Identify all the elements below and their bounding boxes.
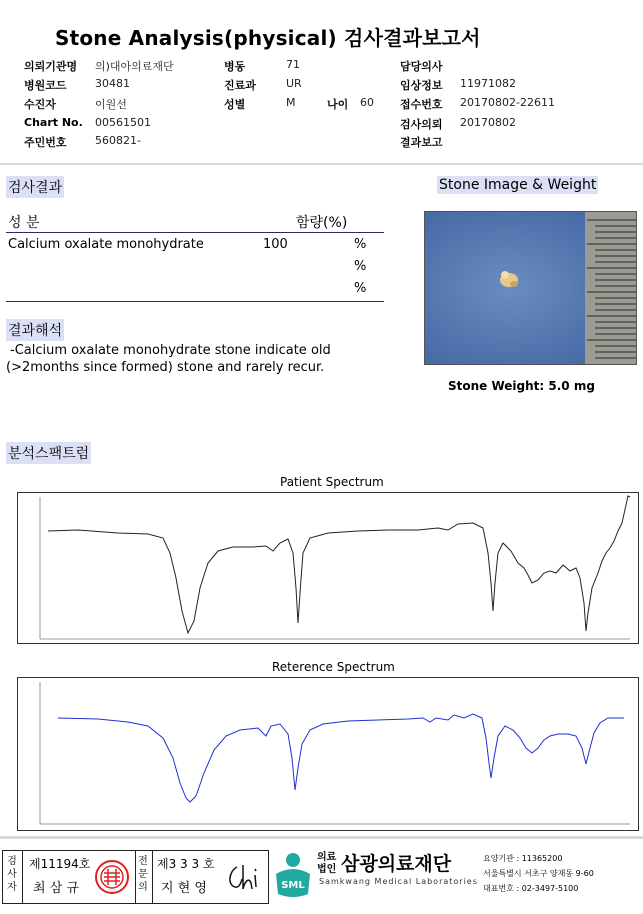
org-address: 서울특별시 서초구 양재동 9-60 <box>483 869 594 878</box>
footer-divider <box>0 836 643 839</box>
chart-label: Chart No. <box>24 116 83 129</box>
clinical-value: 11971082 <box>460 77 516 90</box>
receipt-label: 접수번호 <box>400 98 443 111</box>
results-bottom-rule <box>6 301 384 302</box>
sml-logo-text: SML <box>281 880 305 891</box>
hospital-value: 의)대아의료재단 <box>95 60 174 73</box>
unit-cell: % <box>354 259 367 274</box>
patient-spectrum-title: Patient Spectrum <box>280 475 384 489</box>
sex-value: M <box>286 96 296 109</box>
clinical-label: 임상정보 <box>400 79 443 92</box>
reference-spectrum-line <box>58 714 624 802</box>
code-value: 30481 <box>95 77 130 90</box>
age-label: 나이 <box>327 98 349 111</box>
results-header-rule <box>6 232 384 233</box>
tester-number: 제11194호 <box>29 857 91 871</box>
specialist-number: 제3 3 3 호 <box>157 857 215 871</box>
component-cell: Calcium oxalate monohydrate <box>8 237 204 252</box>
reference-spectrum-chart <box>17 677 639 831</box>
ward-value: 71 <box>286 58 300 71</box>
results-heading: 검사결과 <box>6 176 64 198</box>
chart-value: 00561501 <box>95 116 151 129</box>
spectrum-heading: 분석스팩트럼 <box>6 442 91 464</box>
org-phone: 대표번호 : 02-3497-5100 <box>483 884 579 893</box>
org-name: 삼광의료재단 <box>341 853 452 875</box>
unit-cell: % <box>354 281 367 296</box>
org-english: Samkwang Medical Laboratories <box>319 877 478 886</box>
hospital-label: 의뢰기관명 <box>24 60 78 73</box>
interpretation-heading: 결과해석 <box>6 319 64 341</box>
tester-name: 최 삼 규 <box>33 881 79 896</box>
tester-label: 검사자 <box>7 856 17 893</box>
specialist-name: 지 현 영 <box>161 881 207 896</box>
org-code: 요양기관 : 11365200 <box>483 854 563 863</box>
code-label: 병원코드 <box>24 79 67 92</box>
request-label: 검사의뢰 <box>400 118 443 131</box>
dept-label: 진료과 <box>224 79 256 92</box>
sex-label: 성별 <box>224 98 246 111</box>
patient-value: 이원선 <box>95 98 127 111</box>
stone-photo <box>424 211 637 365</box>
request-value: 20170802 <box>460 116 516 129</box>
patient-spectrum-chart <box>17 492 639 644</box>
component-column-header: 성 분 <box>8 215 40 231</box>
sml-logo <box>272 850 314 904</box>
dept-value: UR <box>286 77 302 90</box>
header-divider <box>0 163 643 165</box>
age-value: 60 <box>360 96 374 109</box>
specialist-signature <box>225 861 263 899</box>
amount-cell: 100 <box>263 237 288 252</box>
unit-cell: % <box>354 237 367 252</box>
specialist-divider-right <box>152 851 153 903</box>
receipt-value: 20170802-22611 <box>460 96 555 109</box>
report-title: Stone Analysis(physical) 검사결과보고서 <box>55 26 481 50</box>
id-value: 560821- <box>95 134 141 147</box>
signature-box <box>2 850 269 904</box>
tester-seal <box>94 859 130 899</box>
interpretation-line-1: -Calcium oxalate monohydrate stone indicate old <box>10 343 331 358</box>
patient-label: 수진자 <box>24 98 56 111</box>
reference-spectrum-title: Reterence Spectrum <box>272 660 395 674</box>
interpretation-line-2: (>2months since formed) stone and rarely recur. <box>6 360 325 375</box>
ward-label: 병동 <box>224 60 246 73</box>
org-type: 의료법인 <box>317 852 337 875</box>
report-label: 결과보고 <box>400 136 443 149</box>
specialist-label: 전문의 <box>138 856 148 893</box>
patient-spectrum-line <box>48 496 630 633</box>
tester-divider <box>22 851 23 903</box>
amount-column-header: 함량(%) <box>296 215 348 231</box>
stone-weight: Stone Weight: 5.0 mg <box>448 379 595 393</box>
stone-image-heading: Stone Image & Weight <box>439 177 597 193</box>
doctor-label: 담당의사 <box>400 60 443 73</box>
specialist-divider-left <box>135 851 136 903</box>
id-label: 주민번호 <box>24 136 67 149</box>
